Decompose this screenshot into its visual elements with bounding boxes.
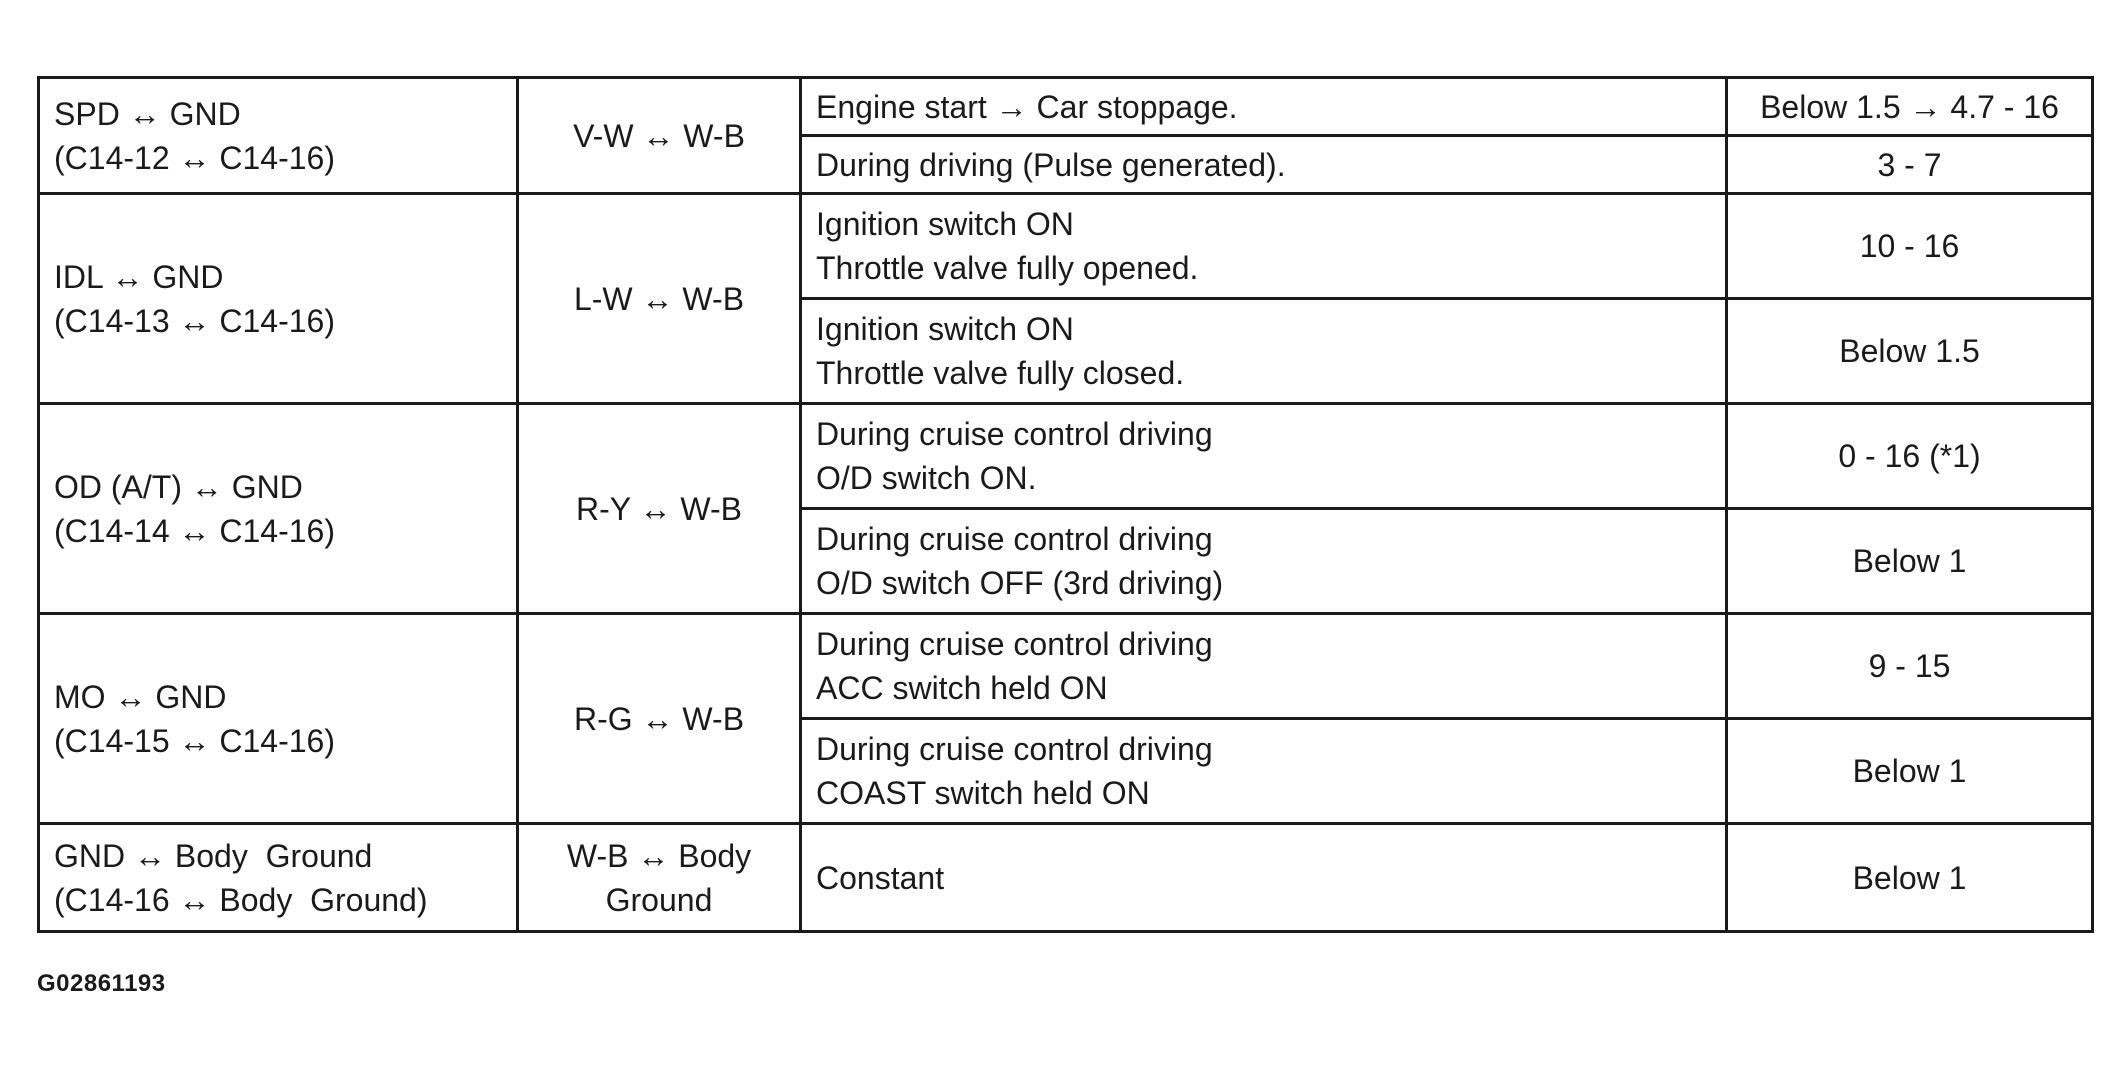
condition-cell: Ignition switch ON Throttle valve fully opened.: [801, 194, 1727, 299]
wiring-color-cell: V-W ↔ W-B: [518, 78, 801, 194]
specified-condition-cell: 10 - 16: [1727, 194, 2093, 299]
specified-condition-cell: Below 1.5: [1727, 299, 2093, 404]
table-row: [39, 614, 2093, 719]
figure-id: G02861193: [37, 970, 166, 997]
specified-condition-cell: 3 - 7: [1727, 136, 2093, 194]
terminal-cell: GND ↔ Body Ground (C14-16 ↔ Body Ground): [39, 824, 518, 932]
terminal-cell: IDL ↔ GND (C14-13 ↔ C14-16): [39, 194, 518, 404]
wiring-color-cell: R-Y ↔ W-B: [518, 404, 801, 614]
condition-cell: During driving (Pulse generated).: [801, 136, 1727, 194]
condition-cell: Ignition switch ON Throttle valve fully closed.: [801, 299, 1727, 404]
table-row: [39, 78, 2093, 136]
wiring-color-cell: L-W ↔ W-B: [518, 194, 801, 404]
table-row: [39, 824, 2093, 932]
wiring-color-cell: W-B ↔ Body Ground: [518, 824, 801, 932]
condition-cell: During cruise control driving O/D switch ON.: [801, 404, 1727, 509]
condition-cell: During cruise control driving ACC switch held ON: [801, 614, 1727, 719]
terminal-cell: SPD ↔ GND (C14-12 ↔ C14-16): [39, 78, 518, 194]
specified-condition-cell: Below 1: [1727, 824, 2093, 932]
specified-condition-cell: Below 1: [1727, 509, 2093, 614]
condition-cell: During cruise control driving COAST switch held ON: [801, 719, 1727, 824]
terminal-cell: OD (A/T) ↔ GND (C14-14 ↔ C14-16): [39, 404, 518, 614]
terminal-cell: MO ↔ GND (C14-15 ↔ C14-16): [39, 614, 518, 824]
specified-condition-cell: 0 - 16 (*1): [1727, 404, 2093, 509]
condition-cell: Engine start → Car stoppage.: [801, 78, 1727, 136]
specified-condition-cell: Below 1.5 → 4.7 - 16: [1727, 78, 2093, 136]
specified-condition-cell: 9 - 15: [1727, 614, 2093, 719]
table-row: [39, 404, 2093, 509]
condition-cell: During cruise control driving O/D switch OFF (3rd driving): [801, 509, 1727, 614]
specified-condition-cell: Below 1: [1727, 719, 2093, 824]
table-row: [39, 194, 2093, 299]
wiring-color-cell: R-G ↔ W-B: [518, 614, 801, 824]
terminal-voltage-table: [37, 76, 2094, 933]
condition-cell: Constant: [801, 824, 1727, 932]
